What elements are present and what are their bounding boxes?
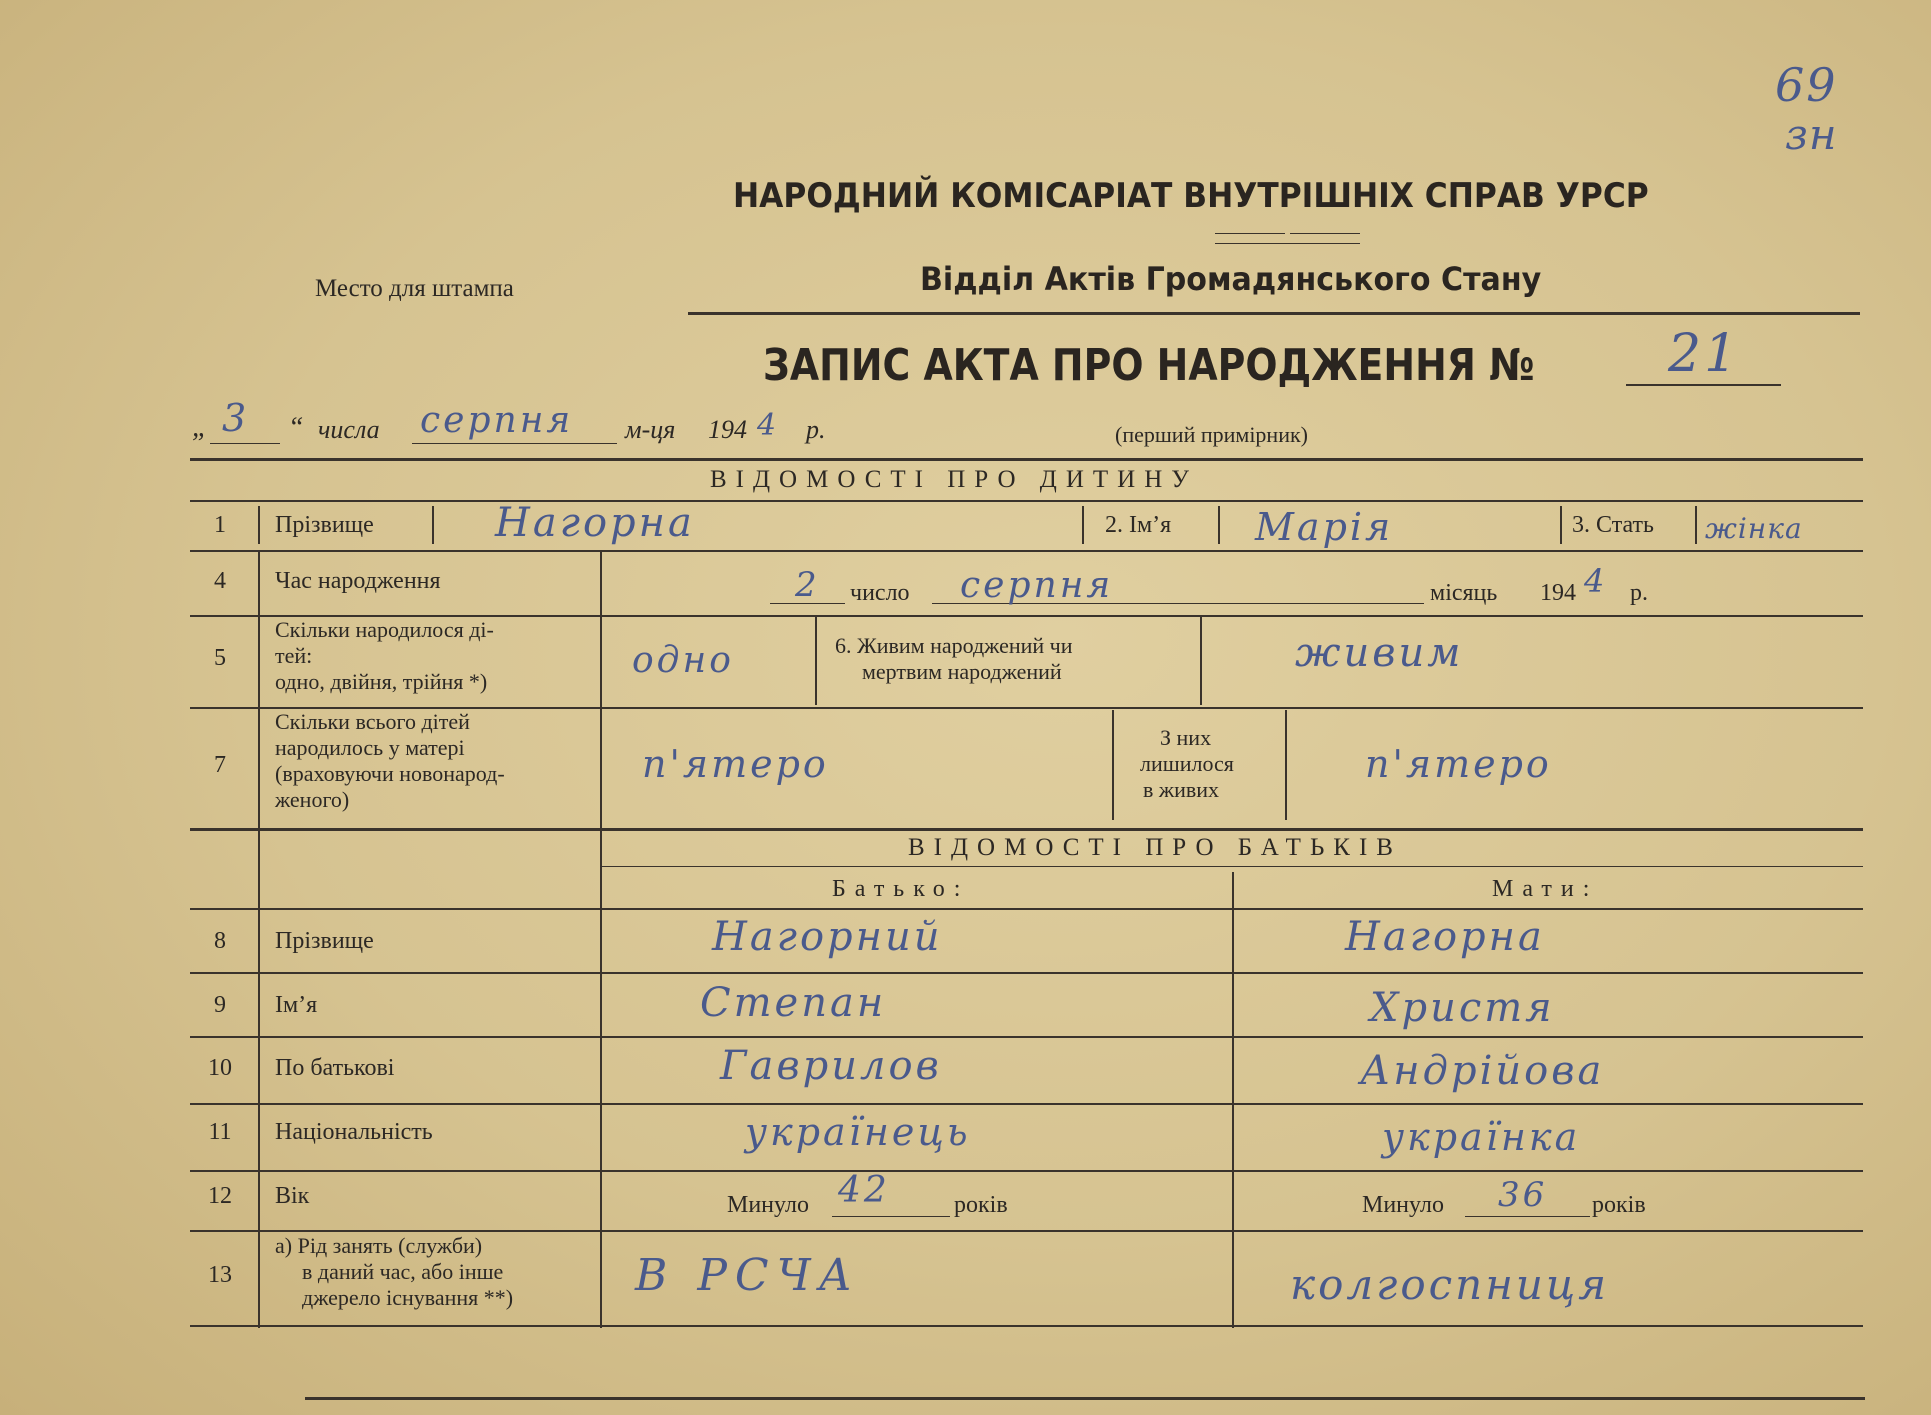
row-number: 4 — [214, 568, 226, 594]
father-occupation: В РСЧА — [635, 1250, 860, 1301]
row-rule — [190, 550, 1863, 552]
birth-day-word: число — [850, 580, 910, 606]
births-count-value: одно — [632, 640, 734, 681]
date-day: 3 — [222, 396, 250, 440]
birth-day: 2 — [795, 565, 820, 605]
date-month-line — [412, 443, 617, 444]
mother-age-line — [1465, 1216, 1590, 1217]
birth-year-suffix: р. — [1630, 580, 1648, 606]
date-year-digit: 4 — [757, 408, 780, 443]
births-count-label-1: Скільки народилося ді- — [275, 617, 494, 642]
birth-year-prefix: 194 — [1540, 580, 1576, 606]
father-patronymic: Гаврилов — [720, 1043, 942, 1089]
mother-age-suffix: років — [1592, 1192, 1646, 1218]
copy-note: (перший примірник) — [1115, 422, 1308, 447]
col-divider — [600, 552, 602, 1114]
total-children-label-3: (враховуючи новонарод- — [275, 761, 505, 786]
date-open-quote: „ — [192, 412, 208, 443]
birth-year-digit: 4 — [1584, 562, 1608, 600]
father-age-suffix: років — [954, 1192, 1008, 1218]
col-divider — [1695, 506, 1697, 544]
row-number: 5 — [214, 645, 226, 671]
father-age-prefix: Минуло — [727, 1192, 809, 1218]
parent-name-label: Ім’я — [275, 992, 318, 1018]
row-rule — [190, 500, 1863, 502]
col-divider — [432, 506, 434, 544]
row-number: 10 — [208, 1055, 232, 1081]
row-number: 1 — [214, 512, 226, 538]
date-year-suffix: р. — [806, 415, 826, 444]
row-number: 13 — [208, 1262, 232, 1288]
row-number: 9 — [214, 992, 226, 1018]
col-divider — [1200, 617, 1202, 705]
occupation-label-1: а) Рід занять (служби) — [275, 1233, 483, 1258]
mother-patronymic: Андрійова — [1360, 1048, 1605, 1094]
row-rule — [190, 1103, 1863, 1105]
archive-page-number: 69 — [1775, 58, 1838, 112]
table-bottom-rule — [190, 1325, 1863, 1327]
mother-name: Христя — [1370, 985, 1555, 1031]
father-nationality: українець — [745, 1110, 971, 1154]
occupation-label-2: в даний час, або інше — [302, 1259, 504, 1284]
child-sex-label: 3. Стать — [1572, 512, 1654, 538]
father-age-line — [832, 1216, 950, 1217]
date-month: серпня — [420, 400, 574, 441]
alive-children-value: п'ятеро — [1365, 742, 1552, 786]
page-bottom-rule — [305, 1397, 1865, 1400]
archive-note: зн — [1785, 110, 1838, 159]
stamp-place-label: Место для штампа — [315, 275, 514, 302]
table-top-rule — [190, 458, 1863, 461]
occupation-label-3: джерело існування **) — [302, 1285, 514, 1310]
row-number: 7 — [214, 752, 226, 778]
parent-patronymic-label: По батькові — [275, 1055, 395, 1081]
birth-month-word: місяць — [1430, 580, 1498, 606]
date-close-quote: “ — [288, 412, 304, 443]
mother-surname: Нагорна — [1345, 914, 1545, 960]
row-number: 11 — [208, 1119, 232, 1145]
col-divider — [815, 617, 817, 705]
row-rule — [190, 972, 1863, 974]
father-age: 42 — [838, 1170, 890, 1211]
col-divider — [258, 552, 260, 1114]
total-children-label-2: народилось у матері — [275, 735, 465, 760]
parent-nationality-label: Національність — [275, 1119, 433, 1145]
record-title: ЗАПИС АКТА ПРО НАРОДЖЕННЯ № — [763, 340, 1535, 391]
total-children-label-1: Скільки всього дітей — [275, 709, 470, 734]
mother-age-prefix: Минуло — [1362, 1192, 1444, 1218]
col-divider — [1285, 710, 1287, 820]
mother-nationality: українка — [1382, 1115, 1581, 1159]
child-sex-value: жінка — [1705, 512, 1803, 545]
col-divider — [258, 506, 260, 544]
col-divider — [600, 1108, 602, 1328]
child-section-title: ВІДОМОСТІ ПРО ДИТИНУ — [710, 466, 1198, 493]
row-rule — [190, 1036, 1863, 1038]
total-children-value: п'ятеро — [642, 742, 829, 786]
row-number: 12 — [208, 1183, 232, 1209]
col-divider — [258, 1108, 260, 1328]
header-dash — [1290, 233, 1360, 234]
mother-age: 36 — [1498, 1175, 1548, 1215]
total-children-label-4: женого) — [275, 787, 350, 812]
child-name-label: 2. Ім’я — [1105, 512, 1172, 538]
row-rule — [190, 1170, 1863, 1172]
father-name: Степан — [700, 980, 887, 1026]
alive-children-label-1: З них — [1160, 725, 1212, 750]
header-rule — [688, 312, 1860, 315]
date-year-prefix: 194 — [708, 415, 747, 444]
father-surname: Нагорний — [712, 914, 943, 960]
ministry-title: НАРОДНИЙ КОМІСАРІАТ ВНУТРІШНІХ СПРАВ УРСР — [733, 176, 1649, 216]
col-divider — [1218, 506, 1220, 544]
child-surname-label: Прізвище — [275, 512, 374, 538]
father-header: Батько: — [832, 876, 970, 902]
col-divider — [1232, 1108, 1234, 1328]
record-number: 21 — [1668, 324, 1741, 384]
date-day-line — [210, 443, 280, 444]
row-rule — [190, 908, 1863, 910]
mother-header: Мати: — [1492, 876, 1599, 902]
birth-time-label: Час народження — [275, 568, 441, 594]
record-number-line — [1626, 384, 1781, 386]
col-divider — [1112, 710, 1114, 820]
date-day-word: числа — [318, 415, 380, 444]
parents-section-title: ВІДОМОСТІ ПРО БАТЬКІВ — [908, 834, 1402, 861]
alive-or-dead-label-2: мертвим народжений — [862, 659, 1062, 684]
parent-surname-label: Прізвище — [275, 928, 374, 954]
section-rule — [190, 828, 1863, 831]
age-label: Вік — [275, 1183, 310, 1209]
child-name-value: Марія — [1255, 505, 1394, 549]
row-rule — [190, 1230, 1863, 1232]
alive-children-label-3: в живих — [1143, 777, 1220, 802]
header-dash — [1215, 243, 1360, 244]
col-divider — [1560, 506, 1562, 544]
row-number: 8 — [214, 928, 226, 954]
births-count-label-3: одно, двійня, трійня *) — [275, 669, 488, 694]
births-count-label-2: тей: — [275, 643, 313, 668]
mother-occupation: колгоспниця — [1290, 1260, 1610, 1309]
row-rule — [600, 866, 1863, 867]
col-divider — [1082, 506, 1084, 544]
header-dash — [1215, 233, 1285, 234]
alive-or-dead-label-1: 6. Живим народжений чи — [835, 633, 1073, 658]
alive-or-dead-value: живим — [1295, 630, 1464, 676]
alive-children-label-2: лишилося — [1140, 751, 1234, 776]
child-surname-value: Нагорна — [495, 500, 695, 546]
date-month-word: м-ця — [625, 415, 676, 444]
department-title: Відділ Актів Громадянського Стану — [920, 260, 1542, 298]
birth-month: серпня — [960, 565, 1114, 606]
